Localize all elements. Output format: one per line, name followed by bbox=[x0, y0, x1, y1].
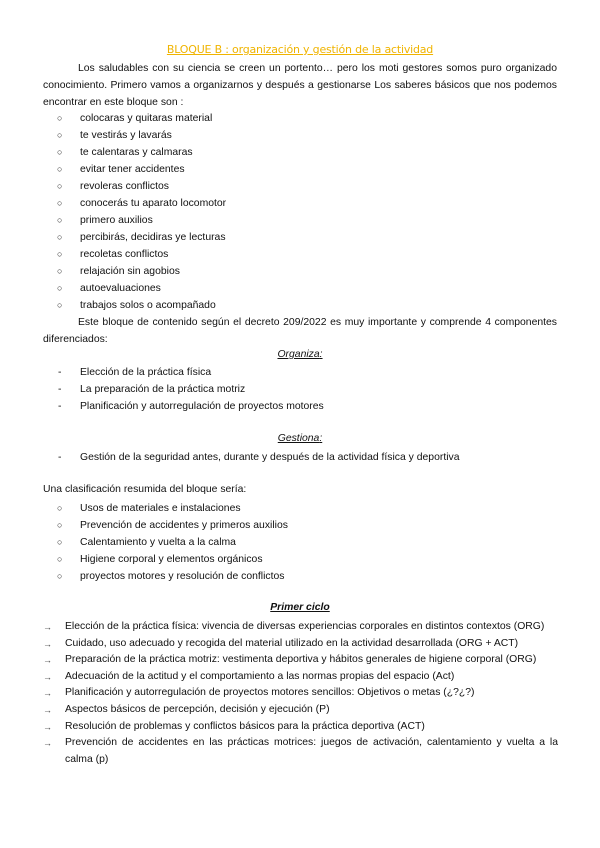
arrow-bullet-icon: → bbox=[43, 622, 52, 632]
gestiona-item bbox=[58, 449, 460, 466]
clasificacion-item bbox=[57, 500, 288, 517]
saber-item-text: te vestirás y lavarás bbox=[80, 130, 172, 141]
saber-item bbox=[57, 144, 226, 161]
ciclo-item bbox=[43, 619, 558, 636]
saber-item-text: recoletas conflictos bbox=[80, 249, 169, 260]
ciclo-item-text: Prevención de accidentes en las prácticas motrices: juegos de activación, calentamiento y vuelta a la calma (p) bbox=[65, 737, 558, 765]
saber-item bbox=[57, 297, 226, 314]
clasificacion-item-text: Higiene corporal y elementos orgánicos bbox=[80, 554, 263, 565]
saber-item bbox=[57, 229, 226, 246]
circle-bullet-icon: ○ bbox=[57, 266, 63, 276]
organiza-item bbox=[58, 398, 324, 415]
circle-bullet-icon: ○ bbox=[57, 537, 63, 547]
saber-item bbox=[57, 195, 226, 212]
saber-item-text: colocaras y quitaras material bbox=[80, 113, 213, 124]
ciclo-item-text: Preparación de la práctica motriz: vestimenta deportiva y hábitos generales de higiene corporal (ORG) bbox=[65, 654, 537, 666]
ciclo-item bbox=[43, 652, 558, 669]
clasificacion-item-text: Calentamiento y vuelta a la calma bbox=[80, 537, 236, 548]
clasificacion-item-text: Prevención de accidentes y primeros auxilios bbox=[80, 520, 288, 531]
ciclo-item-text: Planificación y autorregulación de proyectos motores sencillos: Objetivos o metas (¿?¿?) bbox=[65, 687, 475, 699]
arrow-bullet-icon: → bbox=[43, 655, 52, 666]
clasificacion-intro: Una clasificación resumida del bloque sería: bbox=[43, 484, 247, 495]
saber-item-text: trabajos solos o acompañado bbox=[80, 300, 216, 311]
circle-bullet-icon: ○ bbox=[57, 181, 63, 191]
gestiona-item-text: Gestión de la seguridad antes, durante y después de la actividad física y deportiva bbox=[80, 452, 460, 463]
ciclo-item bbox=[43, 636, 558, 653]
primer-ciclo-list bbox=[43, 619, 558, 768]
clasificacion-item bbox=[57, 534, 288, 551]
saber-item-text: percibirás, decidiras ye lecturas bbox=[80, 232, 226, 243]
circle-bullet-icon: ○ bbox=[57, 198, 63, 208]
intro-paragraph: Los saludables con su ciencia se creen un portento… pero los moti gestores somos puro organizado conocimiento. Primero vamos a organizarnos y después a gestionarse Los saberes básicos que nos podemos encontrar en este bloque son : bbox=[43, 63, 557, 108]
ciclo-item-text: Elección de la práctica física: vivencia de diversas experiencias corporales en distintos contextos (ORG) bbox=[65, 621, 545, 632]
circle-bullet-icon: ○ bbox=[57, 232, 63, 242]
organiza-item-text: Planificación y autorregulación de proyectos motores bbox=[80, 401, 324, 412]
circle-bullet-icon: ○ bbox=[57, 130, 63, 140]
saber-item bbox=[57, 161, 226, 178]
organiza-heading: Organiza: bbox=[277, 349, 323, 360]
circle-bullet-icon: ○ bbox=[57, 554, 63, 564]
circle-bullet-icon: ○ bbox=[57, 215, 63, 225]
saber-item bbox=[57, 280, 226, 297]
organiza-item bbox=[58, 381, 324, 398]
arrow-bullet-icon: → bbox=[43, 638, 52, 649]
saber-item-text: revoleras conflictos bbox=[80, 181, 169, 192]
organiza-item-text: Elección de la práctica física bbox=[80, 367, 212, 378]
saber-item-text: autoevaluaciones bbox=[80, 283, 161, 294]
ciclo-item bbox=[43, 735, 558, 768]
clasificacion-list bbox=[57, 500, 288, 585]
arrow-bullet-icon: → bbox=[43, 738, 52, 749]
ciclo-item-text: Adecuación de la actitud y el comportamiento a las normas propias del espacio (Act) bbox=[65, 670, 455, 682]
saber-item bbox=[57, 246, 226, 263]
saber-item bbox=[57, 178, 226, 195]
clasificacion-item-text: proyectos motores y resolución de conflictos bbox=[80, 571, 285, 582]
saber-item-text: conocerás tu aparato locomotor bbox=[80, 198, 227, 209]
circle-bullet-icon: ○ bbox=[57, 283, 63, 293]
circle-bullet-icon: ○ bbox=[57, 571, 63, 581]
saberes-list bbox=[57, 110, 226, 314]
saber-item-text: relajación sin agobios bbox=[80, 266, 180, 277]
document-title: BLOQUE B : organización y gestión de la actividad bbox=[166, 43, 434, 56]
circle-bullet-icon: ○ bbox=[57, 113, 63, 123]
dash-bullet-icon: - bbox=[58, 367, 62, 378]
dash-bullet-icon: - bbox=[58, 452, 62, 463]
clasificacion-item bbox=[57, 568, 288, 585]
circle-bullet-icon: ○ bbox=[57, 300, 63, 310]
saber-item bbox=[57, 263, 226, 280]
circle-bullet-icon: ○ bbox=[57, 520, 63, 530]
ciclo-item-text: Resolución de problemas y conflictos básicos para la práctica deportiva (ACT) bbox=[65, 720, 425, 732]
arrow-bullet-icon: → bbox=[43, 721, 52, 732]
saber-item-text: te calentaras y calmaras bbox=[80, 147, 193, 158]
saber-item-text: evitar tener accidentes bbox=[80, 164, 185, 175]
arrow-bullet-icon: → bbox=[43, 671, 52, 682]
clasificacion-item bbox=[57, 551, 288, 568]
ciclo-item bbox=[43, 702, 558, 719]
dash-bullet-icon: - bbox=[58, 384, 62, 395]
organiza-item-text: La preparación de la práctica motriz bbox=[80, 384, 246, 395]
saber-item bbox=[57, 110, 226, 127]
ciclo-item bbox=[43, 719, 558, 736]
saber-item bbox=[57, 127, 226, 144]
arrow-bullet-icon: → bbox=[43, 688, 52, 699]
ciclo-item-text: Cuidado, uso adecuado y recogida del material utilizado en la actividad desarrollada (ORG + ACT) bbox=[65, 637, 519, 649]
primer-ciclo-heading: Primer ciclo bbox=[270, 602, 330, 613]
ciclo-item-text: Aspectos básicos de percepción, decisión y ejecución (P) bbox=[65, 703, 330, 715]
saber-item bbox=[57, 212, 226, 229]
circle-bullet-icon: ○ bbox=[57, 147, 63, 157]
saber-item-text: primero auxilios bbox=[80, 215, 153, 226]
organiza-item bbox=[58, 364, 324, 381]
gestiona-heading: Gestiona: bbox=[277, 433, 323, 444]
clasificacion-item bbox=[57, 517, 288, 534]
circle-bullet-icon: ○ bbox=[57, 164, 63, 174]
dash-bullet-icon: - bbox=[58, 401, 62, 412]
gestiona-list bbox=[58, 449, 460, 466]
decree-paragraph: Este bloque de contenido según el decreto 209/2022 es muy importante y comprende 4 componentes diferenciados: bbox=[43, 317, 557, 345]
circle-bullet-icon: ○ bbox=[57, 503, 63, 513]
ciclo-item bbox=[43, 685, 558, 702]
arrow-bullet-icon: → bbox=[43, 704, 52, 715]
circle-bullet-icon: ○ bbox=[57, 249, 63, 259]
organiza-list bbox=[58, 364, 324, 415]
clasificacion-item-text: Usos de materiales e instalaciones bbox=[80, 503, 241, 514]
ciclo-item bbox=[43, 669, 558, 686]
